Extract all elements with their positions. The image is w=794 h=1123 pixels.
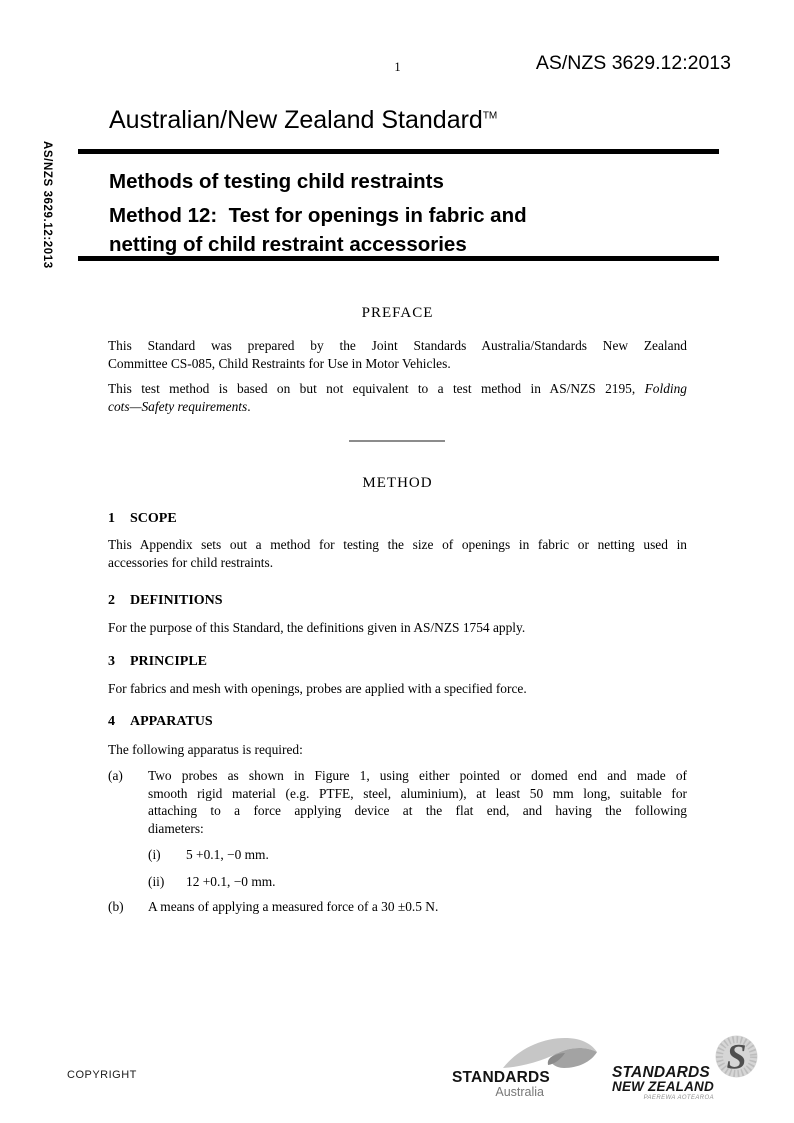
- section-3-number: 3: [108, 654, 115, 669]
- section-1-heading: [108, 511, 687, 527]
- standards-australia-name: STANDARDS: [452, 1069, 550, 1086]
- section-1-line1: This Appendix sets out a method for testing the size of openings in fabric or netting used in: [108, 537, 687, 552]
- doc-title-line2: Method 12: Test for openings in fabric and: [109, 204, 527, 227]
- preface-p2-line1: [108, 380, 687, 398]
- preface-heading: PREFACE: [361, 305, 434, 321]
- method-heading: METHOD: [362, 475, 433, 491]
- standards-nz-tagline: PAEREWA AOTEAROA: [643, 1095, 714, 1101]
- list-item-a-text: [148, 767, 687, 837]
- title-block: [109, 167, 709, 259]
- section-2-number: 2: [108, 593, 115, 608]
- section-1-number: 1: [108, 511, 115, 526]
- standards-nz-koru-icon: [715, 1035, 758, 1078]
- list-item-a-marker: (a): [108, 768, 123, 783]
- section-2-heading: [108, 593, 687, 609]
- preface-paragraph-2: [108, 380, 687, 415]
- section-1-body: [108, 536, 687, 571]
- standards-australia-logo: [452, 1037, 600, 1099]
- section-1-title: SCOPE: [130, 511, 177, 526]
- section-3-title: PRINCIPLE: [130, 654, 208, 669]
- standards-nz-line1: STANDARDS: [612, 1064, 710, 1081]
- doc-title-line3: netting of child restraint accessories: [109, 233, 467, 256]
- doc-title-line1: Methods of testing child restraints: [109, 170, 444, 193]
- section-4-heading: [108, 714, 687, 730]
- section-4-title: APPARATUS: [130, 714, 213, 729]
- standards-nz-text: [612, 1065, 714, 1101]
- standards-nz-logo: [612, 1035, 758, 1107]
- title-rule-bottom: [78, 256, 719, 261]
- subitem-ii-text: 12 +0.1, −0 mm.: [186, 874, 276, 889]
- page-number: 1: [394, 60, 401, 74]
- standards-nz-s-letter: S: [726, 1036, 747, 1077]
- preface-p2-line2-italic: cots—Safety requirements: [108, 398, 248, 414]
- copyright-label: COPYRIGHT: [67, 1069, 137, 1081]
- section-3-body: For fabrics and mesh with openings, probes are applied with a specified force.: [108, 681, 527, 696]
- list-subitem-ii: [148, 873, 727, 891]
- preface-p2-line2-regular: .: [247, 398, 251, 414]
- section-2-title: DEFINITIONS: [130, 593, 223, 608]
- preface-p1-line1: This Standard was prepared by the Joint Standards Australia/Standards New Zealand: [108, 338, 687, 353]
- list-item-b-marker: (b): [108, 899, 124, 914]
- item-a-line2: smooth rigid material (e.g. PTFE, steel, aluminium), at least 50 mm long, suitable for: [148, 785, 687, 801]
- section-4-body: The following apparatus is required:: [108, 742, 303, 757]
- subitem-ii-marker: (ii): [148, 874, 165, 889]
- list-item-b-text: A means of applying a measured force of a 30 ±0.5 N.: [148, 899, 439, 914]
- list-subitem-i: [148, 846, 727, 864]
- subitem-i-text: 5 +0.1, −0 mm.: [186, 847, 269, 862]
- section-divider: [349, 440, 445, 442]
- masthead-title: [109, 106, 497, 135]
- item-a-line1: Two probes as shown in Figure 1, using either pointed or domed end and made of: [148, 768, 687, 783]
- list-item-a: [108, 767, 687, 837]
- header-standard-ref: AS/NZS 3629.12:2013: [535, 52, 731, 74]
- preface-p2-line1-italic: Folding: [644, 381, 687, 396]
- standards-australia-country: Australia: [495, 1085, 544, 1099]
- item-a-line4: diameters:: [148, 820, 204, 836]
- trademark-symbol: TM: [482, 110, 498, 122]
- preface-p2-line1-regular: This test method is based on but not equivalent to a test method in AS/NZS 2195,: [108, 381, 645, 396]
- preface-paragraph-1: [108, 337, 687, 372]
- section-3-heading: [108, 654, 687, 670]
- preface-p1-line2: Committee CS-085, Child Restraints for Use in Motor Vehicles.: [108, 355, 451, 371]
- section-4-number: 4: [108, 714, 115, 729]
- item-a-line3: attaching to a force applying device at the flat end, and having the following: [148, 803, 687, 818]
- title-rule-top: [78, 149, 719, 154]
- sidebar-vertical-ref: AS/NZS 3629.12:2013: [41, 141, 53, 269]
- subitem-i-marker: (i): [148, 847, 161, 862]
- list-item-b: [108, 898, 687, 916]
- masthead-title-text: Australian/New Zealand Standard: [109, 106, 483, 134]
- standards-nz-line2: NEW ZEALAND: [612, 1079, 714, 1094]
- preface-p2-line2: [108, 398, 687, 416]
- section-2-body: For the purpose of this Standard, the definitions given in AS/NZS 1754 apply.: [108, 620, 526, 635]
- section-1-line2: accessories for child restraints.: [108, 554, 274, 570]
- standards-australia-swoosh-icon: [502, 1037, 598, 1071]
